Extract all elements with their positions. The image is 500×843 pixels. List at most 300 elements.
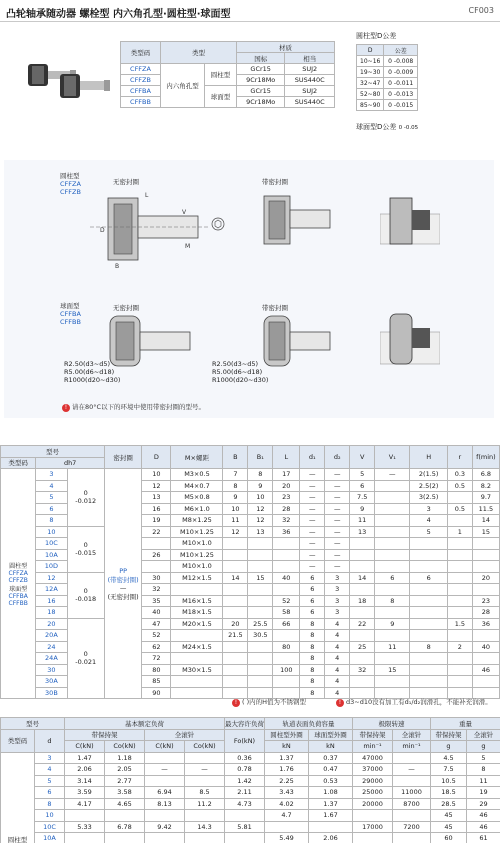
table-cell: M10×1.25 — [171, 549, 223, 561]
table-cell: — — [300, 492, 325, 504]
table-cell: 2 — [447, 641, 472, 653]
table-cell: 8 — [300, 618, 325, 630]
table-cell: 14.3 — [185, 821, 225, 833]
table-cell — [410, 538, 447, 550]
table-cell: 37000 — [353, 764, 393, 776]
unit-cell: min⁻¹ — [393, 741, 431, 753]
table-cell: 11 — [223, 515, 248, 527]
table-cell: 18 — [350, 595, 375, 607]
table-cell — [472, 653, 499, 665]
table-cell: 10 — [35, 810, 65, 822]
table-cell: 1.37 — [265, 752, 309, 764]
table-cell: M4×0.7 — [171, 480, 223, 492]
table-cell — [353, 833, 393, 843]
table-cell — [375, 653, 410, 665]
table-row — [1, 469, 500, 481]
table-cell: 8700 — [393, 798, 431, 810]
table-cell — [447, 515, 472, 527]
load-col-speed-full: 全滚针 — [393, 729, 431, 741]
table-cell: 45 — [431, 810, 467, 822]
table-cell — [410, 595, 447, 607]
no-seal-label: 无密封圈 — [113, 178, 139, 186]
table-row — [1, 618, 500, 630]
table-cell: 1.08 — [309, 787, 353, 799]
table-cell: 4.17 — [65, 798, 105, 810]
material-cell: SUS440C — [285, 75, 335, 86]
table-row — [1, 572, 500, 584]
tol-col-d: D — [357, 45, 384, 56]
table-cell: 19 — [142, 515, 171, 527]
table-cell — [145, 810, 185, 822]
col-material: 材质 — [237, 42, 335, 53]
col-r: r — [447, 446, 472, 469]
table-cell: 16 — [142, 503, 171, 515]
table-cell: 12 — [36, 572, 67, 584]
type-code-cell: CFFZB — [121, 75, 161, 86]
table-cell: 3 — [36, 469, 67, 481]
table-cell: 9 — [375, 618, 410, 630]
table-cell — [350, 676, 375, 688]
table-cell: — — [300, 469, 325, 481]
table-row — [1, 775, 500, 787]
table-cell — [225, 810, 265, 822]
tol-val-cell: 0 -0.013 — [384, 89, 418, 100]
table-cell: 47000 — [353, 752, 393, 764]
table-cell: 8.5 — [185, 787, 225, 799]
ball-tolerance-label: 球面型D公差 — [356, 123, 397, 131]
table-cell — [225, 833, 265, 843]
table-cell: 45 — [431, 821, 467, 833]
table-cell: M8×1.25 — [171, 515, 223, 527]
table-cell: — — [393, 764, 431, 776]
type-cyl-cell: 圆柱型 — [205, 64, 237, 86]
table-cell: 15 — [248, 572, 273, 584]
table-cell — [145, 833, 185, 843]
table-cell: 0.47 — [309, 764, 353, 776]
table-cell: 5 — [410, 526, 447, 538]
col-d2: d₂ — [325, 446, 350, 469]
table-cell: 17000 — [353, 821, 393, 833]
col-xiangdang: 相当 — [285, 53, 335, 64]
table-cell — [375, 538, 410, 550]
table-cell: 2.5(2) — [410, 480, 447, 492]
table-cell: 22 — [142, 526, 171, 538]
table-cell: 0.3 — [447, 469, 472, 481]
no-seal-label-2: 无密封圈 — [113, 304, 139, 312]
table-cell — [350, 653, 375, 665]
table-cell: 8 — [300, 687, 325, 699]
table-cell: 30B — [36, 687, 67, 699]
table-cell: 4 — [325, 630, 350, 642]
col-H: H — [410, 446, 447, 469]
svg-text:V: V — [182, 209, 187, 216]
table-cell: 8.13 — [145, 798, 185, 810]
table-cell: 6 — [375, 572, 410, 584]
table-cell: — — [375, 469, 410, 481]
table-cell: 17 — [273, 469, 300, 481]
table-cell — [350, 538, 375, 550]
table-cell — [447, 492, 472, 504]
table-cell: 1 — [447, 526, 472, 538]
table-row — [1, 526, 500, 538]
table-cell — [223, 641, 248, 653]
table-cell — [410, 618, 447, 630]
tolerance-caption: 圆柱型D公差 — [356, 32, 397, 40]
table-cell — [273, 676, 300, 688]
table-cell — [350, 561, 375, 573]
load-col-weight: 重量 — [431, 718, 500, 730]
table-cell: 0.5 — [447, 480, 472, 492]
table-cell: 40 — [273, 572, 300, 584]
table-cell: 6.78 — [105, 821, 145, 833]
table-cell: 80 — [273, 641, 300, 653]
table-cell: 32 — [350, 664, 375, 676]
table-cell: 14 — [472, 515, 499, 527]
table-cell — [248, 595, 273, 607]
table-cell: 3 — [325, 584, 350, 596]
material-cell: SUS440C — [285, 97, 335, 108]
table-cell: 4.02 — [265, 798, 309, 810]
table-cell: 4.65 — [105, 798, 145, 810]
table-cell — [223, 584, 248, 596]
table-cell: — — [325, 492, 350, 504]
table-cell: 29 — [467, 798, 500, 810]
table-cell: 6 — [36, 503, 67, 515]
table-cell: 30A — [36, 676, 67, 688]
table-cell: 4 — [35, 764, 65, 776]
table-cell: 6 — [300, 572, 325, 584]
tolerance-block — [356, 31, 436, 111]
table-cell: 23 — [472, 595, 499, 607]
table-cell — [410, 676, 447, 688]
table-cell: 25000 — [353, 787, 393, 799]
table-cell: 3.59 — [65, 787, 105, 799]
table-cell — [447, 595, 472, 607]
table-cell — [248, 538, 273, 550]
table-cell: 5 — [35, 775, 65, 787]
table-cell: 4 — [325, 687, 350, 699]
table-cell: — — [145, 764, 185, 776]
table-cell: 2.25 — [265, 775, 309, 787]
table-cell — [375, 607, 410, 619]
table-cell — [472, 549, 499, 561]
table-cell — [375, 630, 410, 642]
table-cell: 52 — [273, 595, 300, 607]
with-seal-label-2: 带密封圈 — [262, 304, 288, 312]
load-type-cell: 圆柱型 — [1, 752, 35, 843]
table-cell: 4 — [325, 618, 350, 630]
table-cell: M10×1.0 — [171, 538, 223, 550]
table-cell: — — [325, 549, 350, 561]
table-cell: 1.18 — [105, 752, 145, 764]
table-cell: 85 — [142, 676, 171, 688]
table-cell: 5 — [350, 469, 375, 481]
table-cell: 36 — [273, 526, 300, 538]
table-cell: 23 — [273, 492, 300, 504]
table-cell — [248, 584, 273, 596]
col-B: B — [223, 446, 248, 469]
page-header — [0, 0, 500, 22]
table-cell: 3(2.5) — [410, 492, 447, 504]
svg-text:D: D — [100, 227, 105, 234]
table-cell — [393, 833, 431, 843]
table-cell — [223, 653, 248, 665]
table-row — [1, 833, 500, 843]
table-cell: 1.37 — [309, 798, 353, 810]
load-col-track: 轨道表面负荷容量 — [265, 718, 353, 730]
material-cell: 9Cr18Mo — [237, 75, 285, 86]
load-col-basic: 基本额定负荷 — [65, 718, 225, 730]
table-cell — [185, 810, 225, 822]
table-cell: 10D — [36, 561, 67, 573]
col-V: V — [350, 446, 375, 469]
table-cell: 66 — [273, 618, 300, 630]
table-cell: 3 — [325, 595, 350, 607]
table-cell: M3×0.5 — [171, 469, 223, 481]
table-cell: 9 — [248, 480, 273, 492]
col-D: D — [142, 446, 171, 469]
table-cell: 15 — [375, 664, 410, 676]
table-cell: 3 — [410, 503, 447, 515]
col-d1: d₁ — [300, 446, 325, 469]
table-cell: 4.7 — [265, 810, 309, 822]
table-row — [1, 821, 500, 833]
table-cell: 9 — [350, 503, 375, 515]
product-photo — [22, 48, 112, 106]
table-cell — [145, 752, 185, 764]
table-cell: — — [325, 515, 350, 527]
table-cell — [447, 549, 472, 561]
table-cell: 7200 — [393, 821, 431, 833]
table-cell: — — [300, 561, 325, 573]
col-type-code: 类型码 — [1, 457, 36, 469]
seal-note — [62, 402, 205, 412]
table-cell: 7.5 — [350, 492, 375, 504]
type-ball-cell: 球面型 — [205, 86, 237, 108]
table-cell: 25 — [350, 641, 375, 653]
table-cell: 30 — [142, 572, 171, 584]
load-col-track-cyl: 圆柱型外圈 — [265, 729, 309, 741]
table-cell: 10.5 — [431, 775, 467, 787]
load-table — [0, 717, 500, 843]
table-row — [1, 752, 500, 764]
table-cell: 3.43 — [265, 787, 309, 799]
table-cell — [171, 687, 223, 699]
table-cell: 9 — [223, 492, 248, 504]
table-cell: 25.5 — [248, 618, 273, 630]
tol-col-tol: 公差 — [384, 45, 418, 56]
table-cell: 1.67 — [309, 810, 353, 822]
table-cell: M16×1.5 — [171, 595, 223, 607]
table-cell: — — [325, 526, 350, 538]
table-cell — [185, 775, 225, 787]
table-cell — [65, 810, 105, 822]
table-cell: — — [325, 480, 350, 492]
table-cell: 4 — [325, 676, 350, 688]
table-cell: 11.2 — [185, 798, 225, 810]
table-cell: 80 — [142, 664, 171, 676]
table-cell: 46 — [467, 810, 500, 822]
table-cell — [171, 653, 223, 665]
col-M: M×螺距 — [171, 446, 223, 469]
table-cell — [350, 607, 375, 619]
table-cell: 8 — [300, 641, 325, 653]
table-cell — [410, 630, 447, 642]
table-cell — [375, 676, 410, 688]
col-guobiao: 国标 — [237, 53, 285, 64]
tol-d-cell: 32~47 — [357, 78, 384, 89]
table-cell — [223, 664, 248, 676]
col-B1: B₁ — [248, 446, 273, 469]
drawing-cyl-seal — [262, 190, 342, 250]
table-cell: M6×1.0 — [171, 503, 223, 515]
table-cell: — — [300, 480, 325, 492]
table-cell: 8 — [375, 595, 410, 607]
table-cell — [410, 653, 447, 665]
table-cell: 46 — [472, 664, 499, 676]
table-cell: 4 — [325, 664, 350, 676]
table-cell — [273, 561, 300, 573]
table-cell: M18×1.5 — [171, 607, 223, 619]
col-model: 型号 — [1, 446, 105, 458]
unit-cell: Co(kN) — [185, 741, 225, 753]
table-cell: 6 — [300, 607, 325, 619]
table-cell: 10A — [35, 833, 65, 843]
table-cell — [248, 549, 273, 561]
type-code-cell: CFFZA — [121, 64, 161, 75]
table-cell: 6.94 — [145, 787, 185, 799]
material-cell: SUJ2 — [285, 86, 335, 97]
load-col-model: 型号 — [1, 718, 65, 730]
table-cell: M24×1.5 — [171, 641, 223, 653]
table-cell: 4 — [325, 653, 350, 665]
table-cell: 2(1.5) — [410, 469, 447, 481]
table-cell — [447, 538, 472, 550]
col-f: f(min) — [472, 446, 499, 469]
material-cell: 9Cr18Mo — [237, 97, 285, 108]
table-cell — [248, 664, 273, 676]
table-cell: 61 — [467, 833, 500, 843]
table-cell: 21.5 — [223, 630, 248, 642]
table-cell: 12A — [36, 584, 67, 596]
table-cell: 62 — [142, 641, 171, 653]
table-cell — [375, 526, 410, 538]
table-cell — [145, 775, 185, 787]
ball-r-notes-right: R2.50(d3~d5) R5.00(d6~d18) R1000(d20~d30) — [212, 360, 269, 384]
table-cell: 12 — [223, 526, 248, 538]
table-cell: 8 — [223, 480, 248, 492]
table-cell: 6 — [300, 595, 325, 607]
table-cell — [375, 584, 410, 596]
table-cell: 6 — [300, 584, 325, 596]
table-cell: 8 — [300, 676, 325, 688]
table-cell — [223, 549, 248, 561]
table-cell: — — [325, 538, 350, 550]
table-cell: 0 -0.018 — [67, 572, 104, 618]
table-cell — [447, 676, 472, 688]
info-icon: ! — [62, 404, 70, 412]
table-cell — [273, 549, 300, 561]
table-cell — [447, 664, 472, 676]
table-cell — [375, 561, 410, 573]
drawing-cyl-label: 圆柱型 CFFZA CFFZB — [60, 172, 81, 196]
table-cell — [273, 584, 300, 596]
table-cell: 5.81 — [225, 821, 265, 833]
table-cell: 4 — [410, 515, 447, 527]
table-cell: M5×0.8 — [171, 492, 223, 504]
table-cell: 20 — [223, 618, 248, 630]
unit-cell: g — [431, 741, 467, 753]
table-cell: 32 — [142, 584, 171, 596]
table-cell: 4.5 — [431, 752, 467, 764]
table-cell: 11 — [467, 775, 500, 787]
table-cell: M12×1.5 — [171, 572, 223, 584]
page-title: 凸轮轴承随动器 螺栓型 内六角孔型·圆柱型·球面型 — [6, 9, 231, 20]
table-cell: 8 — [410, 641, 447, 653]
material-table — [120, 41, 335, 108]
table-cell: 1.76 — [265, 764, 309, 776]
tolerance-table — [356, 44, 418, 111]
table-cell — [65, 833, 105, 843]
table-cell: 3.14 — [65, 775, 105, 787]
table-cell — [410, 549, 447, 561]
table-cell: 46 — [467, 821, 500, 833]
table-cell — [393, 775, 431, 787]
table-cell: — — [300, 526, 325, 538]
table-cell — [223, 676, 248, 688]
table-cell: — — [300, 549, 325, 561]
table-cell — [248, 676, 273, 688]
table-cell: 12 — [142, 480, 171, 492]
load-col-d: d — [35, 729, 65, 752]
unit-cell: min⁻¹ — [353, 741, 393, 753]
tol-val-cell: 0 -0.015 — [384, 100, 418, 111]
table-cell: 40 — [142, 607, 171, 619]
table-cell: 5 — [467, 752, 500, 764]
table-cell: 19 — [467, 787, 500, 799]
table-cell — [223, 561, 248, 573]
table-cell: 12 — [248, 503, 273, 515]
table-cell: 14 — [223, 572, 248, 584]
table-cell: 3.58 — [105, 787, 145, 799]
table-cell — [410, 664, 447, 676]
table-cell: 58 — [273, 607, 300, 619]
table-cell: M20×1.5 — [171, 618, 223, 630]
table-cell — [472, 561, 499, 573]
table-cell: 2.77 — [105, 775, 145, 787]
table-cell: 29000 — [353, 775, 393, 787]
table-cell — [393, 752, 431, 764]
table-cell: 36 — [472, 618, 499, 630]
table-cell: — — [300, 538, 325, 550]
table-cell: 10A — [36, 549, 67, 561]
table-cell: 2.11 — [225, 787, 265, 799]
table-cell: 10 — [223, 503, 248, 515]
unit-cell: C(kN) — [65, 741, 105, 753]
table-cell: 10 — [248, 492, 273, 504]
table-cell: 26 — [142, 549, 171, 561]
svg-text:B: B — [115, 263, 120, 270]
footnote-h: ! ( )内的H值为不锈钢型 — [232, 697, 306, 707]
table-cell: 13 — [248, 526, 273, 538]
table-cell — [375, 515, 410, 527]
table-row — [1, 764, 500, 776]
tol-val-cell: 0 -0.008 — [384, 56, 418, 67]
table-cell — [375, 492, 410, 504]
load-col-fo: Fo(kN) — [225, 729, 265, 752]
table-cell: M10×1.0 — [171, 561, 223, 573]
hex-end-view — [210, 214, 226, 234]
